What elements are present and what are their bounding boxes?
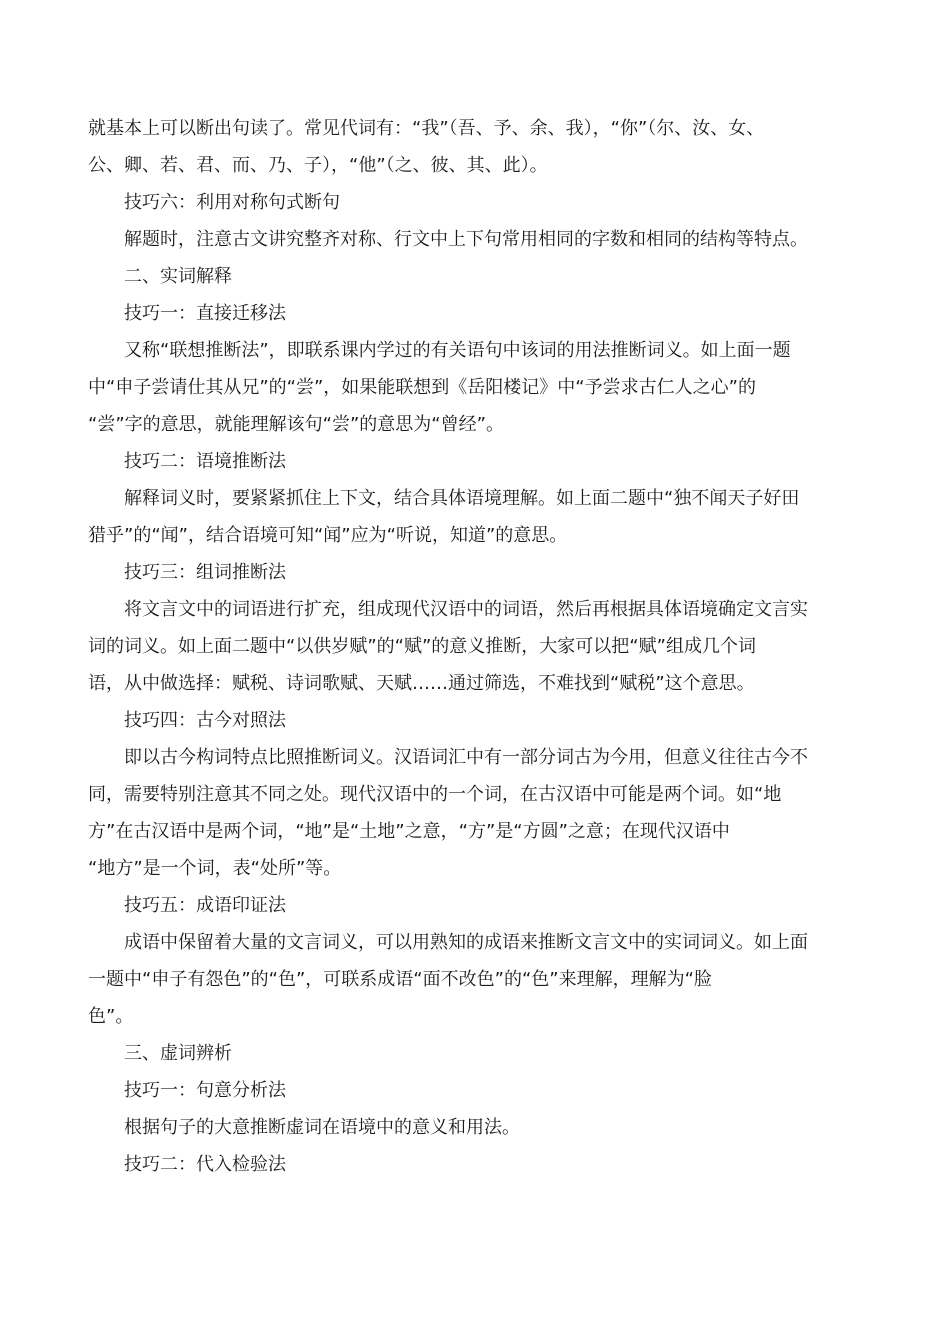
text-line: 方”在古汉语中是两个词，“地”是“土地”之意，“方”是“方圆”之意；在现代汉语中 [88, 821, 730, 842]
text-line: 公、卿、若、君、而、乃、子），“他”（之、彼、其、此）。 [88, 155, 548, 176]
text-line: 语，从中做选择：赋税、诗词歌赋、天赋……通过筛选，不难找到“赋税”这个意思。 [88, 673, 755, 694]
section-heading: 技巧四：古今对照法 [124, 710, 286, 731]
text-line: 同，需要特别注意其不同之处。现代汉语中的一个词，在古汉语中可能是两个词。如“地 [88, 784, 782, 805]
text-line: “尝”字的意思，就能理解该句“尝”的意思为“曾经”。 [88, 414, 504, 435]
text-line: 将文言文中的词语进行扩充，组成现代汉语中的词语，然后再根据具体语境确定文言实 [124, 599, 808, 620]
section-heading: 技巧二：语境推断法 [124, 451, 286, 472]
section-heading: 技巧一：句意分析法 [124, 1080, 286, 1101]
text-line: 解释词义时，要紧紧抓住上下文，结合具体语境理解。如上面二题中“独不闻天子好田 [124, 488, 800, 509]
text-line: 成语中保留着大量的文言词义，可以用熟知的成语来推断文言文中的实词词义。如上面 [124, 932, 808, 953]
text-line: 又称“联想推断法”，即联系课内学过的有关语句中该词的用法推断词义。如上面一题 [124, 340, 791, 361]
section-heading: 技巧三：组词推断法 [124, 562, 286, 583]
text-line: 就基本上可以断出句读了。常见代词有：“我”（吾、予、余、我），“你”（尔、汝、女、 [88, 118, 765, 139]
section-heading: 技巧二：代入检验法 [124, 1154, 286, 1175]
text-line: 根据句子的大意推断虚词在语境中的意义和用法。 [124, 1117, 520, 1138]
text-line: 猎乎”的“闻”，结合语境可知“闻”应为“听说，知道”的意思。 [88, 525, 568, 546]
section-heading: 技巧六：利用对称句式断句 [124, 192, 340, 213]
text-line: 一题中“申子有怨色”的“色”，可联系成语“面不改色”的“色”来理解，理解为“脸 [88, 969, 712, 990]
text-line: 解题时，注意古文讲究整齐对称、行文中上下句常用相同的字数和相同的结构等特点。 [124, 229, 808, 250]
text-line: 词的词义。如上面二题中“以供岁赋”的“赋”的意义推断，大家可以把“赋”组成几个词 [88, 636, 756, 657]
text-line: 色”。 [88, 1006, 134, 1027]
text-line: 即以古今构词特点比照推断词义。汉语词汇中有一部分词古为今用，但意义往往古今不 [124, 747, 808, 768]
section-heading: 技巧一：直接迁移法 [124, 303, 286, 324]
text-line: 中“申子尝请仕其从兄”的“尝”，如果能联想到《岳阳楼记》中“予尝求古仁人之心”的 [88, 377, 756, 398]
section-heading: 三、虚词辨析 [124, 1043, 232, 1064]
text-line: “地方”是一个词，表“处所”等。 [88, 858, 342, 879]
section-heading: 二、实词解释 [124, 266, 232, 287]
section-heading: 技巧五：成语印证法 [124, 895, 286, 916]
